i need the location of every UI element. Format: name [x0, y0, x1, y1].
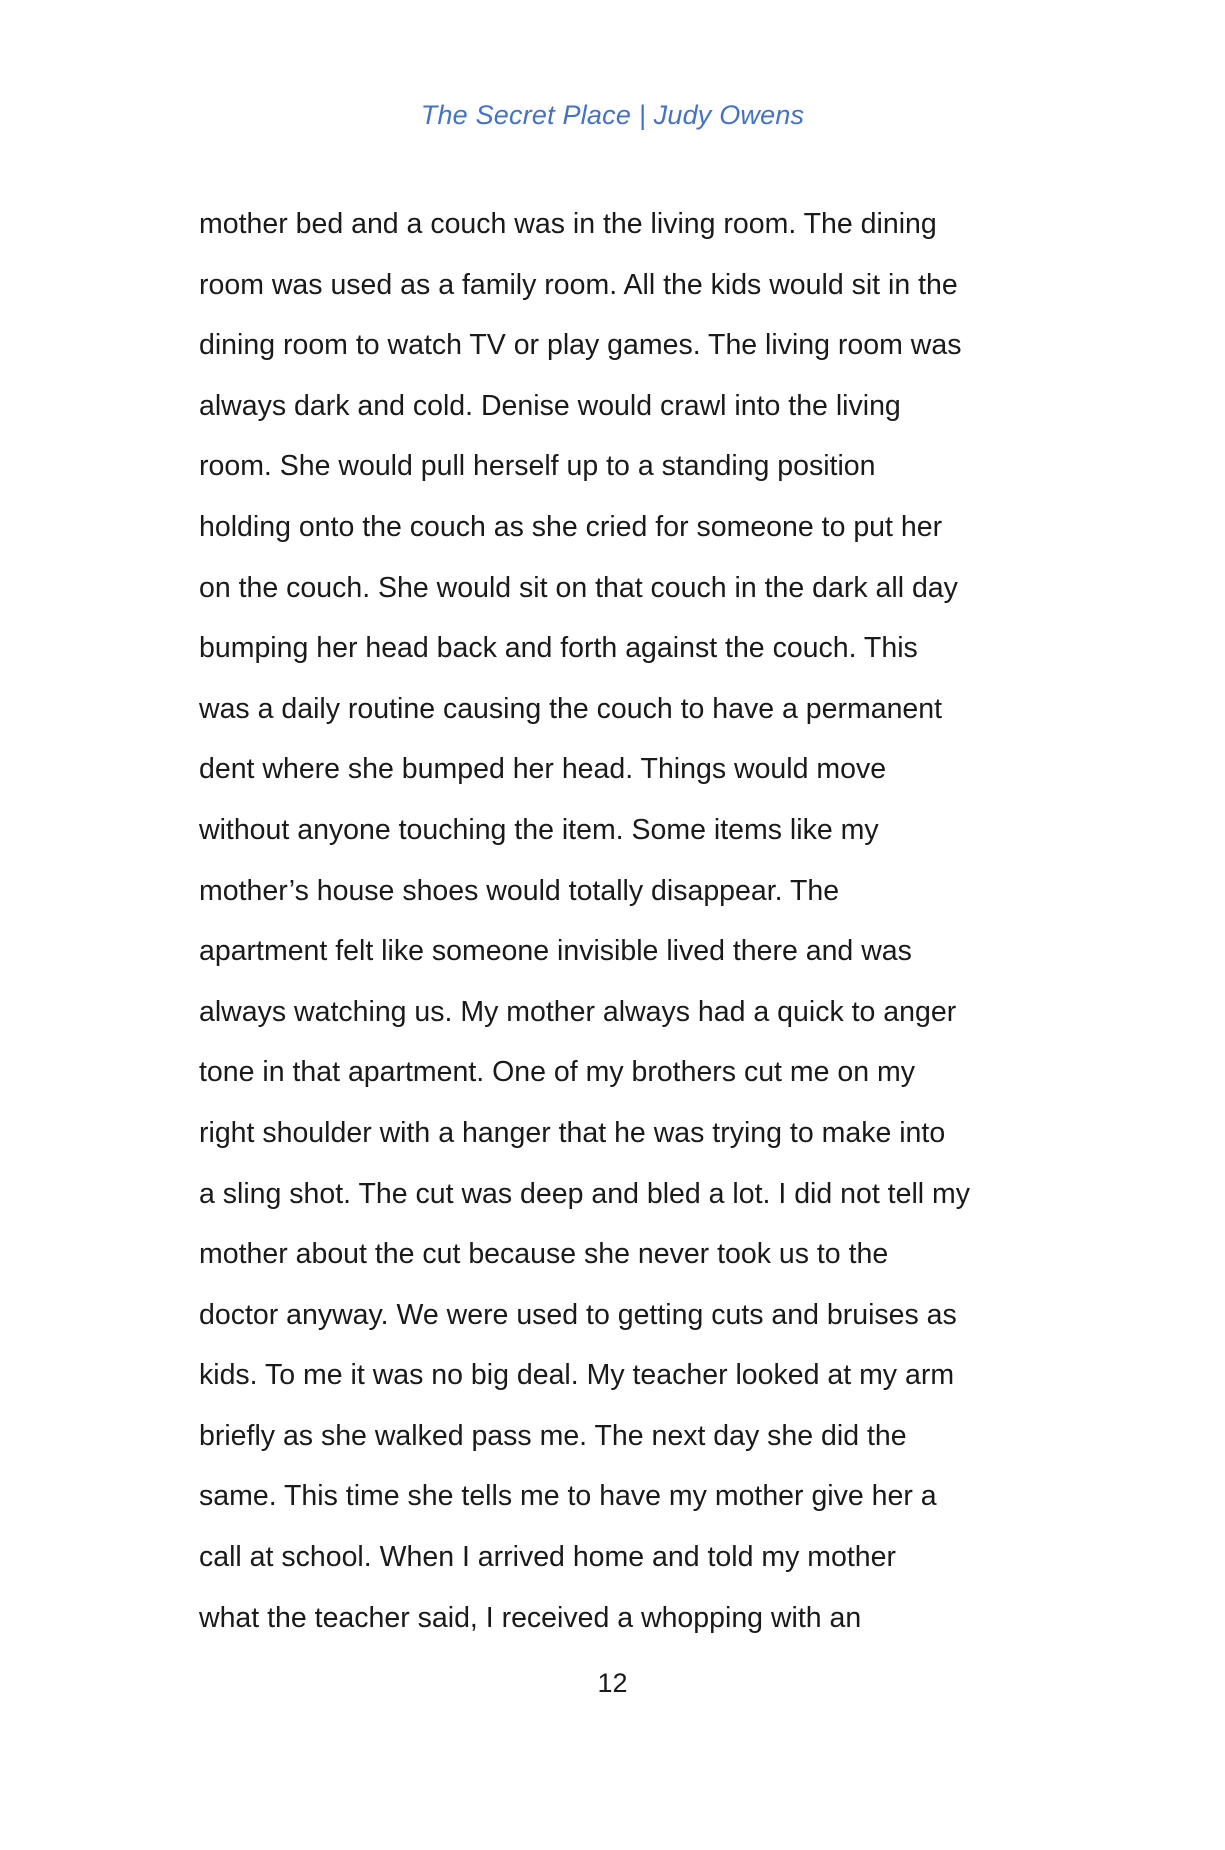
text-line: doctor anyway. We were used to getting cuts and bruises as [199, 1298, 957, 1331]
page-number: 12 [597, 1668, 628, 1698]
text-line: briefly as she walked pass me. The next day she did the [199, 1419, 907, 1452]
text-line: what the teacher said, I received a whopping with an [199, 1601, 862, 1634]
text-line: on the couch. She would sit on that couch in the dark all day [199, 571, 958, 604]
text-line: same. This time she tells me to have my mother give her a [199, 1480, 937, 1513]
text-line: apartment felt like someone invisible lived there and was [199, 935, 912, 968]
text-line: tone in that apartment. One of my brothers cut me on my [199, 1056, 916, 1089]
text-line: dining room to watch TV or play games. The living room was [199, 329, 962, 362]
text-line: was a daily routine causing the couch to have a permanent [199, 692, 943, 725]
text-line: mother’s house shoes would totally disappear. The [199, 874, 840, 907]
text-line: bumping her head back and forth against the couch. This [199, 632, 918, 665]
text-line: mother about the cut because she never took us to the [199, 1238, 889, 1271]
body-text [199, 194, 1029, 1648]
running-header: The Secret Place | Judy Owens [420, 100, 805, 130]
text-line: room. She would pull herself up to a standing position [199, 450, 876, 483]
text-line: always dark and cold. Denise would crawl into the living [199, 389, 901, 422]
text-line: room was used as a family room. All the kids would sit in the [199, 268, 958, 301]
text-line: holding onto the couch as she cried for someone to put her [199, 510, 943, 543]
text-line: dent where she bumped her head. Things would move [199, 753, 887, 786]
text-line: mother bed and a couch was in the living room. The dining [199, 208, 937, 240]
text-line: right shoulder with a hanger that he was trying to make into [199, 1116, 946, 1149]
text-line: kids. To me it was no big deal. My teacher looked at my arm [199, 1359, 955, 1392]
text-line: always watching us. My mother always had a quick to anger [199, 995, 957, 1028]
text-line: without anyone touching the item. Some items like my [199, 813, 879, 846]
text-line: a sling shot. The cut was deep and bled a lot. I did not tell my [199, 1177, 971, 1210]
text-line: call at school. When I arrived home and told my mother [199, 1541, 896, 1574]
